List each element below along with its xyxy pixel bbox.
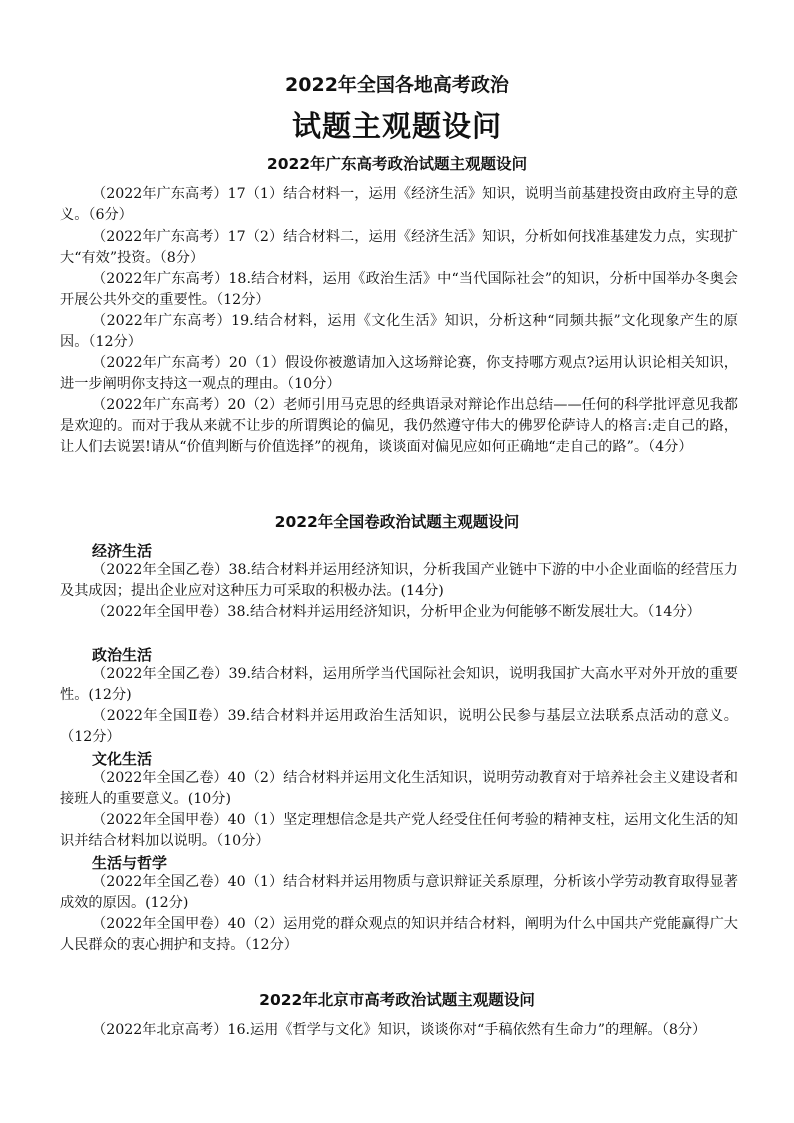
question-item: （2022年全国甲卷）40（1）坚定理想信念是共产党人经受住任何考验的精神支柱，运用文化生活的知识并结合材料加以说明。（10分） [60,812,738,849]
subsection-heading-philosophy: 生活与哲学 [92,854,168,872]
section-title-national: 2022年全国卷政治试题主观题设问 [274,513,520,531]
question-item: （2022年广东高考）18.结合材料，运用《政治生活》中“当代国际社会”的知识，分析中国举办冬奥会开展公共外交的重要性。（12分） [60,271,738,308]
question-item: （2022年全国甲卷）38.结合材料并运用经济知识，分析甲企业为何能够不断发展壮大。（14分） [92,604,701,620]
document-title-line2: 试题主观题设问 [291,109,502,143]
question-item: （2022年全国Ⅱ卷）39.结合材料并运用政治生活知识，说明公民参与基层立法联系点活动的意义。（12分） [60,708,738,745]
question-item: （2022年北京高考）16.运用《哲学与文化》知识，谈谈你对“手稿依然有生命力”的理解。（8分） [92,1022,707,1038]
question-item: （2022年全国乙卷）39.结合材料，运用所学当代国际社会知识，说明我国扩大高水平对外开放的重要性。(12分) [60,666,738,703]
question-item: （2022年全国乙卷）40（1）结合材料并运用物质与意识辩证关系原理，分析该小学劳动教育取得显著成效的原因。(12分) [60,874,738,911]
question-item: （2022年全国甲卷）40（2）运用党的群众观点的知识并结合材料，阐明为什么中国共产党能赢得广大人民群众的衷心拥护和支持。（12分） [60,916,738,953]
subsection-heading-economy: 经济生活 [92,542,153,560]
question-item: （2022年广东高考）20（1）假设你被邀请加入这场辩论赛，你支持哪方观点?运用认识论相关知识，进一步阐明你支持这一观点的理由。（10分） [60,355,738,392]
question-item: （2022年广东高考）19.结合材料，运用《文化生活》知识，分析这种“同频共振”文化现象产生的原因。（12分） [60,313,738,350]
section-title-beijing: 2022年北京市高考政治试题主观题设问 [259,991,535,1009]
section-title-guangdong: 2022年广东高考政治试题主观题设问 [266,155,528,173]
question-item: （2022年全国乙卷）38.结合材料并运用经济知识，分析我国产业链中下游的中小企业面临的经营压力及其成因；提出企业应对这种压力可采取的积极办法。(14分) [60,562,738,599]
subsection-heading-politics: 政治生活 [92,646,153,664]
question-item: （2022年广东高考）20（2）老师引用马克思的经典语录对辩论作出总结——任何的科学批评意见我都是欢迎的。而对于我从来就不让步的所谓舆论的偏见，我仍然遵守伟大的佛罗伦萨诗人的格言:走自己的路，让人们去说罢!请从“价值判断与价值选择”的视角，谈谈面对偏见应如何正确地“走自己的路”。（4分） [60,397,738,455]
question-item: （2022年广东高考）17（1）结合材料一，运用《经济生活》知识，说明当前基建投资由政府主导的意义。（6分） [60,186,738,223]
question-item: （2022年广东高考）17（2）结合材料二，运用《经济生活》知识，分析如何找准基建发力点，实现扩大“有效”投资。（8分） [60,229,738,266]
subsection-heading-culture: 文化生活 [92,750,153,768]
question-item: （2022年全国乙卷）40（2）结合材料并运用文化生活知识，说明劳动教育对于培养社会主义建设者和接班人的重要意义。(10分) [60,770,738,807]
document-title-line1: 2022年全国各地高考政治 [285,74,509,96]
